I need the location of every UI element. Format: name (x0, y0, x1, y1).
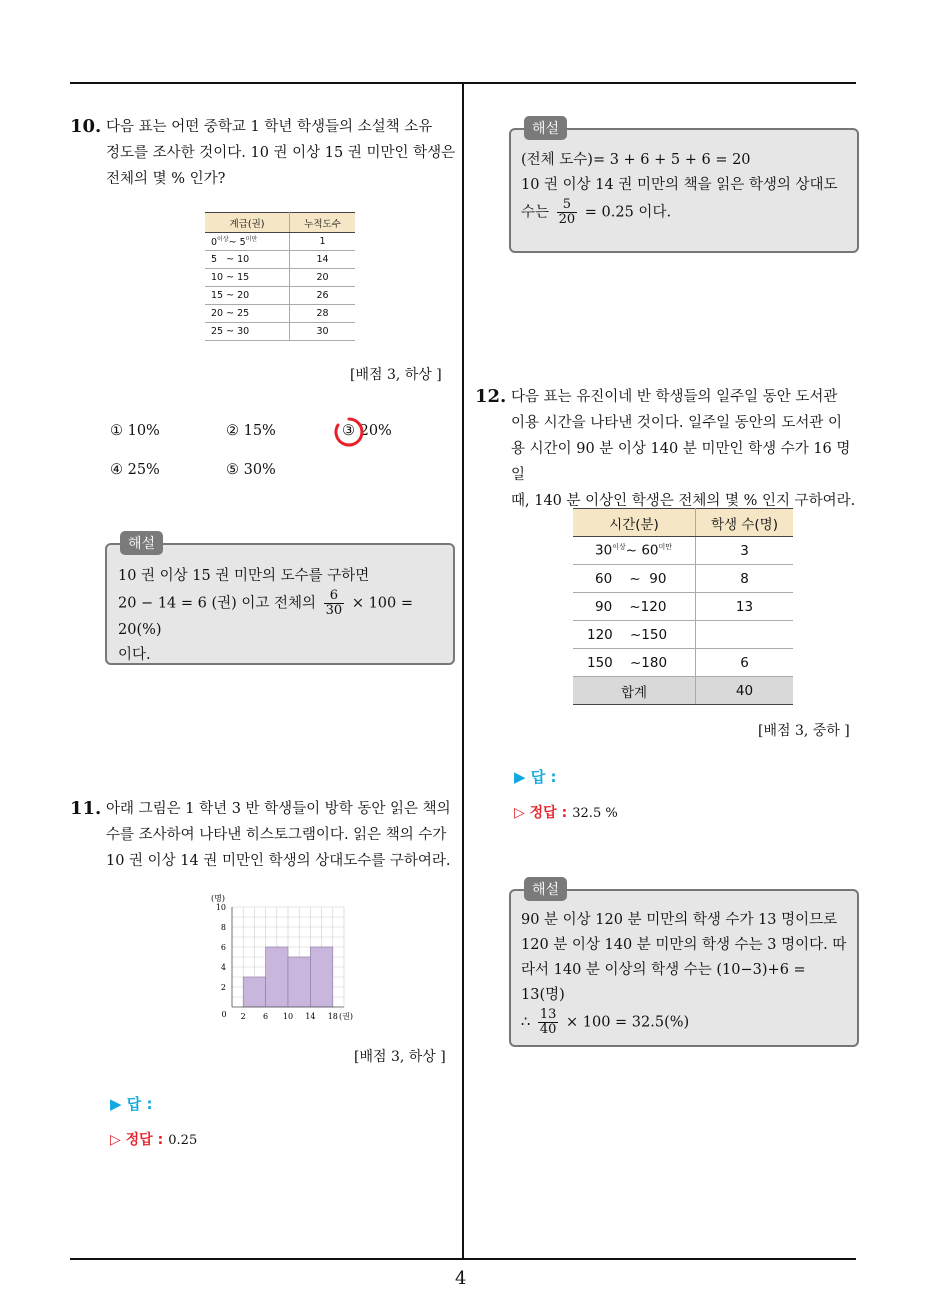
question-number: 12. (475, 386, 507, 407)
text-line: 전체의 몇 % 인가? (106, 171, 226, 187)
answer-label: ▶ 답 : (110, 1095, 153, 1113)
x-tick-label: 2 (240, 1012, 246, 1021)
text-line: 정도를 조사한 것이다. 10 권 이상 15 권 미만인 학생은 (106, 145, 456, 161)
choice-1[interactable]: ① 10% (110, 423, 160, 439)
text-line: 용 시간이 90 분 이상 140 분 미만인 학생 수가 16 명일 (511, 441, 851, 483)
question-11 (70, 798, 101, 819)
answer-key (514, 802, 618, 822)
y-tick-label: 2 (220, 983, 226, 992)
answer-key (110, 1129, 197, 1149)
table-row: 20 ~ 25 28 (205, 305, 355, 323)
table-row: 25 ~ 30 30 (205, 323, 355, 341)
choice-3[interactable]: ③ 20% (342, 423, 392, 439)
frequency-table-q12 (573, 508, 793, 705)
histogram-bar (266, 947, 288, 1007)
fraction: $\frac{5}{20}$ (558, 197, 576, 227)
table-total-row: 합계 40 (573, 677, 793, 705)
fraction: $\frac{13}{40}$ (539, 1007, 557, 1037)
difficulty-label: [배점 3, 하상 ] (354, 1049, 446, 1065)
page-number: 4 (455, 1268, 467, 1289)
table-row: 90 ~120 13 (573, 593, 793, 621)
histogram-chart (200, 885, 360, 1030)
y-tick-label: 6 (220, 943, 226, 952)
column-divider (462, 82, 464, 1260)
text-line: 다음 표는 어떤 중학교 1 학년 학생들의 소설책 소유 (106, 119, 433, 135)
x-tick-label: 10 (282, 1012, 294, 1021)
histogram-bar (288, 957, 310, 1007)
question-11-text (106, 796, 458, 874)
x-tick-label: 6 (263, 1012, 269, 1021)
table-row: 10 ~ 15 20 (205, 269, 355, 287)
answer-key-value: 32.5 % (572, 806, 618, 821)
table-row: 120 ~150 (573, 621, 793, 649)
y-tick-label: 8 (220, 923, 226, 932)
table-row: $0^{이상}\sim$ $5^{미만}$ 1 (205, 233, 355, 251)
text-line: 10 권 이상 14 권 미만인 학생의 상대도수를 구하여라. (106, 853, 451, 869)
difficulty-label: [배점 3, 중하 ] (758, 723, 850, 739)
y-tick-label: 4 (220, 963, 226, 972)
table-row: 150 ~180 6 (573, 649, 793, 677)
answer-key-label: ▷ 정답 : (110, 1132, 164, 1148)
table-row: 15 ~ 20 26 (205, 287, 355, 305)
question-10-text (106, 114, 456, 192)
histogram-bar (243, 977, 265, 1007)
x-tick-label: 14 (305, 1012, 316, 1021)
table-row: 60 ~ 90 8 (573, 565, 793, 593)
solution-text-q12: 90 분 이상 120 분 미만의 학생 수가 13 명이므로 120 분 이상 140 분 미만의 학생 수는 3 명이다. 따 라서 140 분 이상의 학생 수는 (10−3)+6 = 13(명) ∴ $\frac{13}{40}$ × 100 = 32.5(%) (521, 912, 847, 1037)
correct-answer-circle-icon (333, 416, 365, 448)
solution-text-q11: (전체 도수)= 3 + 6 + 5 + 6 = 20 10 권 이상 14 권 미만의 책을 읽은 학생의 상대도 수는 $\frac{5}{20}$ = 0.25 이다. (521, 152, 838, 227)
question-10 (70, 116, 101, 137)
table-header: 누적도수 (290, 213, 356, 233)
histogram-bar (310, 947, 332, 1007)
table-header: 계급(권) (205, 213, 290, 233)
solution-tag: 해설 (524, 877, 567, 901)
difficulty-label: [배점 3, 하상 ] (350, 367, 442, 383)
question-12-text (511, 384, 861, 514)
solution-tag: 해설 (120, 531, 163, 555)
solution-tag: 해설 (524, 116, 567, 140)
table-header: 시간(분) (573, 509, 696, 537)
table-row: 5 ~ 10 14 (205, 251, 355, 269)
text-line: 다음 표는 유진이네 반 학생들의 일주일 동안 도서관 (511, 389, 838, 405)
bottom-rule (70, 1258, 856, 1260)
answer-key-value: 0.25 (168, 1133, 198, 1148)
table-header: 학생 수(명) (696, 509, 794, 537)
question-number: 11. (70, 798, 102, 819)
question-12 (475, 386, 506, 407)
choice-2[interactable]: ② 15% (226, 423, 276, 439)
question-number: 10. (70, 116, 102, 137)
answer-label: ▶ 답 : (514, 768, 557, 786)
answer-key-label: ▷ 정답 : (514, 805, 568, 821)
x-tick-label: 18 (327, 1012, 338, 1021)
text-line: 때, 140 분 이상인 학생은 전체의 몇 % 인지 구하여라. (511, 493, 856, 509)
y-tick-label: 10 (215, 903, 226, 912)
y-axis-label: (명) (211, 894, 225, 903)
fraction: $\frac{6}{30}$ (325, 588, 343, 618)
frequency-table-q10 (205, 212, 355, 341)
y-tick-label: 0 (221, 1010, 227, 1019)
table-row: $30^{이상}\sim$ $60^{미만}$ 3 (573, 537, 793, 565)
text-line: 수를 조사하여 나타낸 히스토그램이다. 읽은 책의 수가 (106, 827, 447, 843)
text-line: 이용 시간을 나타낸 것이다. 일주일 동안의 도서관 이 (511, 415, 843, 431)
solution-text-q10: 10 권 이상 15 권 미만의 도수를 구하면 20 − 14 = 6 (권) 이고 전체의 $\frac{6}{30}$ × 100 = 20(%) 이다. (118, 568, 414, 663)
text-line: 아래 그림은 1 학년 3 반 학생들이 방학 동안 읽은 책의 (106, 801, 451, 817)
x-axis-label: (권) (339, 1012, 353, 1021)
choice-5[interactable]: ⑤ 30% (226, 462, 276, 478)
choice-4[interactable]: ④ 25% (110, 462, 160, 478)
